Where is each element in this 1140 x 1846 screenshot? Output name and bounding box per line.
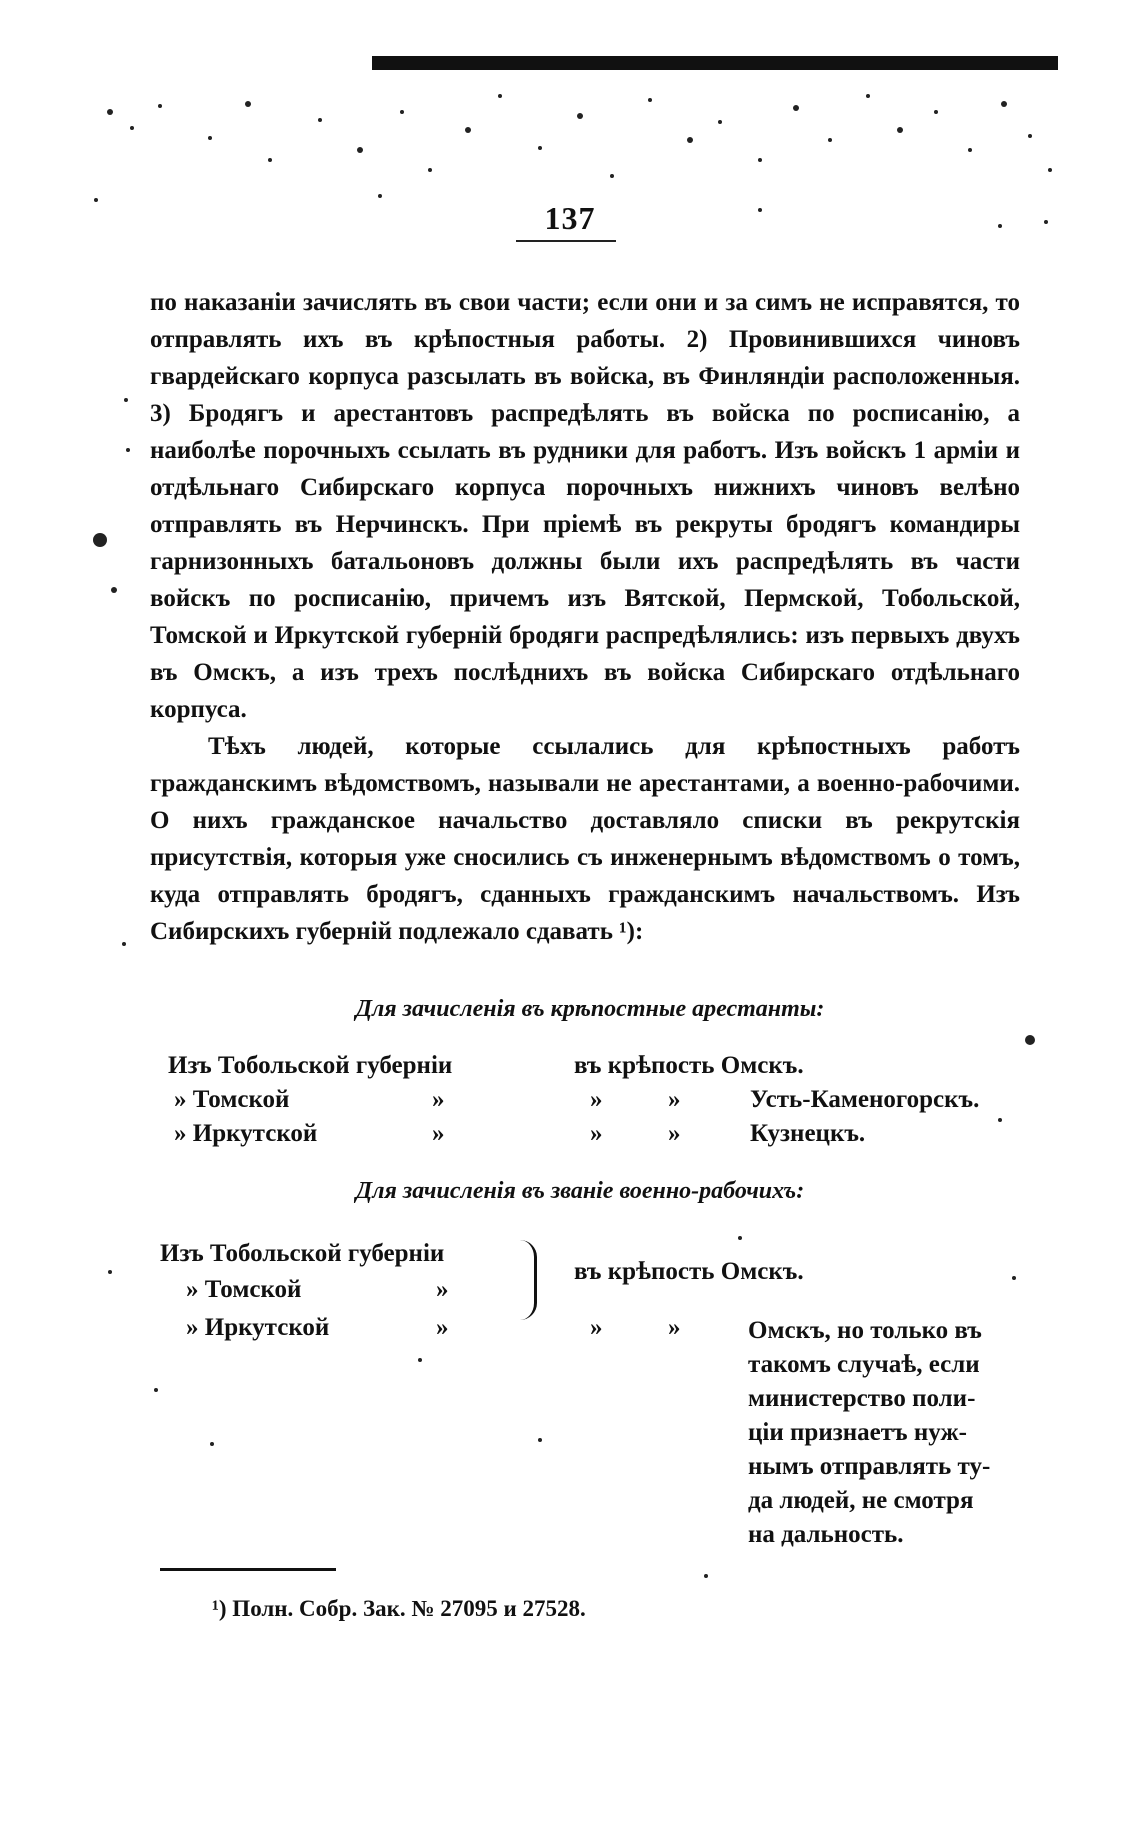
page-number-underline <box>516 240 616 242</box>
table1-from: » Иркутской <box>174 1120 318 1147</box>
paragraph: Тѣхъ людей, которые ссылались для крѣпостныхъ работъ гражданскимъ вѣдомствомъ, называли не арестантами, а военно-рабочими. О нихъ гражданское начальство доставляло списки въ рекрутскія присутствія, которыя уже сносились съ инженернымъ вѣдомствомъ о томъ, куда отправлять бродягъ, сданныхъ гражданскимъ начальствомъ. Изъ Сибирскихъ губерній подлежало сдавать ¹): <box>150 733 1020 945</box>
ditto-mark: » <box>432 1086 445 1113</box>
note-line: такомъ случаѣ, если <box>748 1351 980 1378</box>
table2-braced-dest: въ крѣпость Омскъ. <box>574 1258 804 1285</box>
table2-note <box>748 1314 1030 1552</box>
ditto-mark: » <box>436 1276 449 1303</box>
page-number: 137 <box>544 200 596 236</box>
note-line: министерство поли- <box>748 1385 976 1412</box>
table1-from: Изъ Тобольской губерніи <box>168 1052 453 1079</box>
table1-from: » Томской <box>174 1086 290 1113</box>
note-line: Омскъ, но только въ <box>748 1317 982 1344</box>
note-line: ціи признаетъ нуж- <box>748 1419 967 1446</box>
ditto-mark: » <box>590 1086 603 1113</box>
main-text <box>150 284 1020 950</box>
table1-dest: Кузнецкъ. <box>750 1120 866 1147</box>
table2-from: » Томской <box>186 1276 302 1303</box>
ditto-mark: » <box>668 1086 681 1113</box>
curly-brace <box>520 1240 537 1320</box>
note-line: да людей, не смотря <box>748 1487 974 1514</box>
table2-heading: Для зачисленія въ званіе военно-рабочихъ: <box>355 1178 805 1204</box>
table2-from: Изъ Тобольской губерніи <box>160 1240 445 1267</box>
table1-dest: Усть-Каменогорскъ. <box>750 1086 980 1113</box>
ditto-mark: » <box>436 1314 449 1341</box>
ditto-mark: » <box>432 1120 445 1147</box>
footnote: ¹) Полн. Собр. Зак. № 27095 и 27528. <box>212 1596 586 1621</box>
table1-heading: Для зачисленія въ крѣпостные арестанты: <box>355 996 825 1022</box>
ditto-mark: » <box>590 1120 603 1147</box>
ditto-mark: » <box>590 1314 603 1341</box>
paragraph: по наказаніи зачислять въ свои части; если они и за симъ не исправятся, то отправлять ихъ въ крѣпостныя работы. 2) Провинившихся чиновъ гвардейскаго корпуса разсылать въ войска, въ Финляндіи расположенныя. 3) Бродягъ и арестантовъ распредѣлять въ войска по росписанію, а наиболѣе порочныхъ ссылать въ рудники для работъ. Изъ войскъ 1 арміи и отдѣльнаго Сибирскаго корпуса порочныхъ нижнихъ чиновъ велѣно отправлять въ Нерчинскъ. При пріемѣ въ рекруты бродягъ командиры гарнизонныхъ батальоновъ должны были ихъ распредѣлять въ части войскъ по росписанію, причемъ изъ Вятской, Пермской, Тобольской, Томской и Иркутской губерній бродяги распредѣлялись: изъ первыхъ двухъ въ Омскъ, а изъ трехъ послѣднихъ въ войска Сибирскаго отдѣльнаго корпуса. <box>150 289 1020 723</box>
ditto-mark: » <box>668 1314 681 1341</box>
note-line: на дальность. <box>748 1521 904 1548</box>
footnote-rule <box>160 1568 336 1571</box>
note-line: нымъ отправлять ту- <box>748 1453 991 1480</box>
table2-from: » Иркутской <box>186 1314 330 1341</box>
ditto-mark: » <box>668 1120 681 1147</box>
table1-dest: въ крѣпость Омскъ. <box>574 1052 804 1079</box>
